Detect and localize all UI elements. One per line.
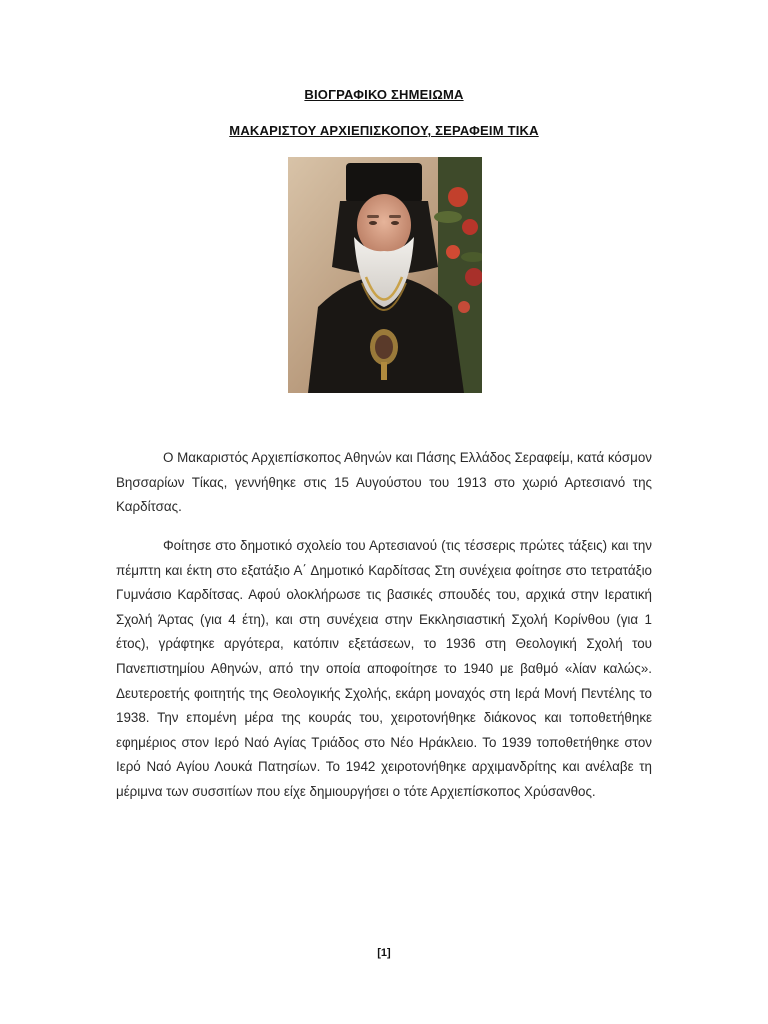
document-subtitle: ΜΑΚΑΡΙΣΤΟΥ ΑΡΧΙΕΠΙΣΚΟΠΟΥ, ΣΕΡΑΦΕΙΜ ΤΙΚΑ: [229, 123, 539, 138]
paragraph-intro: Ο Μακαριστός Αρχιεπίσκοπος Αθηνών και Πάσης Ελλάδος Σεραφείμ, κατά κόσμον Βησσαρίων Τίκας, γεννήθηκε στις 15 Αυγούστου του 1913 στο χωριό Αρτεσιανό της Καρδίτσας.: [116, 450, 652, 515]
paragraph-education: Φοίτησε στο δημοτικό σχολείο του Αρτεσιανού (τις τέσσερις πρώτες τάξεις) και την πέμπτη και έκτη στο εξατάξιο Α΄ Δημοτικό Καρδίτσας Στη συνέχεια φοίτησε στο τετρατάξιο Γυμνάσιο Καρδίτσας. Αφού ολοκλήρωσε τις βασικές σπουδές του, αρχικά στην Ιερατική Σχολή Άρτας (για 4 έτη), και στη συνέχεια στην Εκκλησιαστική Σχολή Κορίνθου (για 1 έτος), γράφτηκε αργότερα, κατόπιν εξετάσεων, το 1936 στη Θεολογική Σχολή του Πανεπιστημίου Αθηνών, από την οποία αποφοίτησε το 1940 με βαθμό «λίαν καλώς». Δευτεροετής φοιτητής της Θεολογικής Σχολής, εκάρη μοναχός στη Ιερά Μονή Πεντέλης το 1938. Την επομένη μέρα της κουράς του, χειροτονήθηκε διάκονος και τοποθετήθηκε εφημέριος στον Ιερό Ναό Αγίας Τριάδος στο Νέο Ηράκλειο. Το 1939 τοποθετήθηκε στον Ιερό Ναό Αγίου Λουκά Πατησίων. Το 1942 χειροτονήθηκε αρχιμανδρίτης και ανέλαβε τη μέριμνα των συσσιτίων που είχε δημιουργήσει ο τότε Αρχιεπίσκοπος Χρύσανθος.: [116, 538, 652, 799]
page-number: [1]: [377, 947, 391, 959]
portrait-photo: [288, 157, 482, 393]
document-title: ΒΙΟΓΡΑΦΙΚΟ ΣΗΜΕΙΩΜΑ: [304, 87, 464, 102]
